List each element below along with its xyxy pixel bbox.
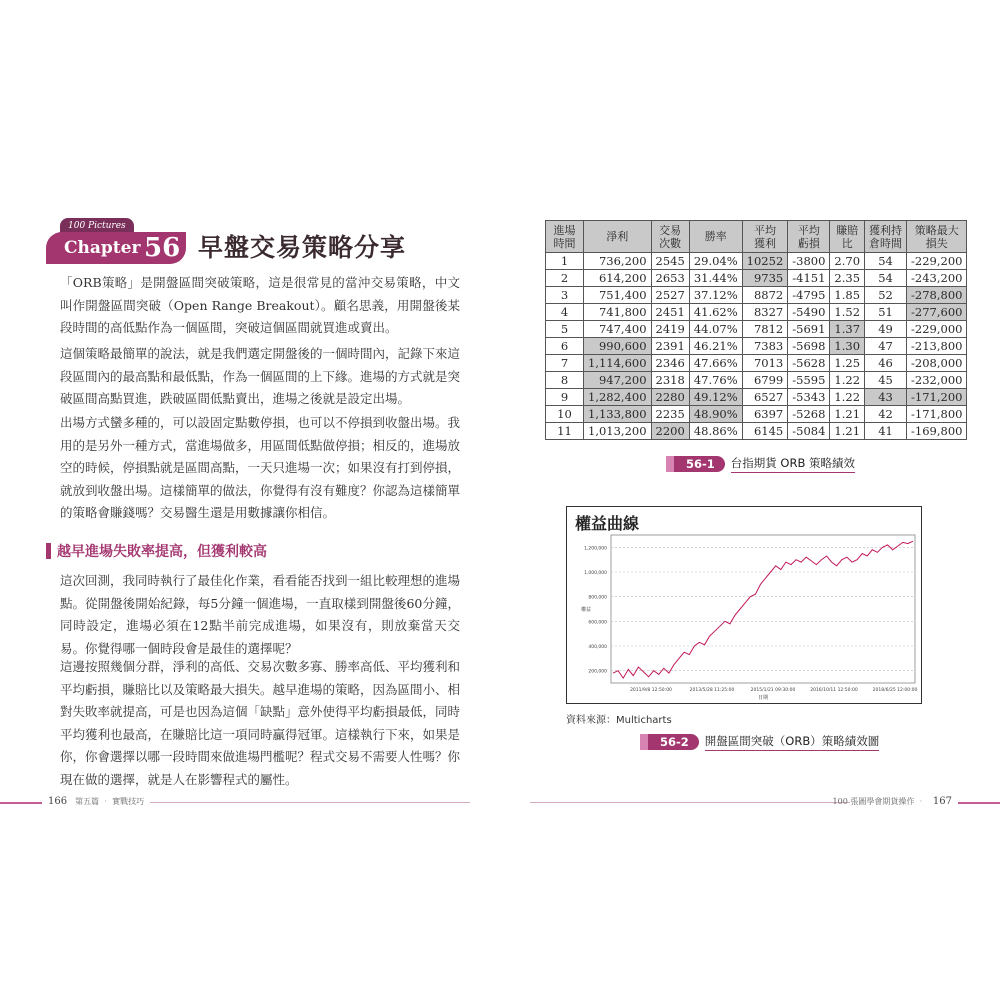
table-header-cell: 獲利持 倉時間 [865,221,907,253]
source-note: 資料來源：Multicharts [566,715,672,726]
table-cell: 1.30 [830,338,865,355]
section-name: 第五篇 ‧ 實戰技巧 [75,797,145,806]
table-cell: 2545 [651,253,689,270]
table-cell: 54 [865,270,907,287]
table-cell: 1.37 [830,321,865,338]
table-cell: 7 [546,355,584,372]
table-header-cell: 平均 獲利 [742,221,788,253]
table-cell: 6 [546,338,584,355]
table-row [546,338,967,355]
table-cell: 29.04% [689,253,742,270]
table-row [546,355,967,372]
book-title: 100 張圖學會期貨操作 ‧ [832,797,925,806]
table-cell: 7013 [742,355,788,372]
table-cell: -5595 [788,372,830,389]
table-cell: 2 [546,270,584,287]
table-cell: 1,114,600 [584,355,652,372]
footer-accent-rule [0,802,42,804]
table-cell: -229,000 [907,321,967,338]
table-header-row [546,221,967,253]
page-footer-left [48,796,144,807]
footer-accent-rule [958,802,1000,804]
body-paragraph: 出場方式蠻多種的，可以設固定點數停損，也可以不停損到收盤出場。我用的是另外一種方式，當進場做多，用區間低點做停損；相反的，進場放空的時候，停損點就是區間高點，一天只進場一次；如果沒有打到停損，就放到收盤出場。這樣簡單的做法，你覺得有沒有難度？你認為這樣簡單的策略會賺錢嗎？交易醫生還是用數據讓你相信。 [60,415,461,520]
table-cell: -169,800 [907,423,967,440]
table-row [546,253,967,270]
table-cell: 4 [546,304,584,321]
table-cell: 43 [865,389,907,406]
section-subheading [46,541,267,561]
table-cell: 614,200 [584,270,652,287]
chapter-bar [46,232,186,264]
figure-label: 56-1 [672,456,725,472]
table-cell: -5490 [788,304,830,321]
table-cell: 5 [546,321,584,338]
table-cell: 2653 [651,270,689,287]
table-row [546,304,967,321]
table-cell: 51 [865,304,907,321]
table-cell: 8 [546,372,584,389]
table-cell: -208,000 [907,355,967,372]
table-cell: 47.66% [689,355,742,372]
table-cell: -5698 [788,338,830,355]
table-cell: -5084 [788,423,830,440]
table-cell: 11 [546,423,584,440]
table-cell: 47.76% [689,372,742,389]
page-number: 167 [932,796,952,807]
table-cell: 1 [546,253,584,270]
table-cell: 6527 [742,389,788,406]
table-cell: 37.12% [689,287,742,304]
table-cell: 2318 [651,372,689,389]
x-tick-label: 2016/10/11 12:50:00 [810,688,858,693]
y-tick-label: 1,200,000 [584,546,607,552]
y-tick-label: 800,000 [588,595,607,601]
table-cell: 2280 [651,389,689,406]
y-tick-label: 400,000 [588,645,607,650]
table-cell: 736,200 [584,253,652,270]
table-cell: 2.35 [830,270,865,287]
x-tick-label: 2018/6/25 12:00:00 [872,688,918,693]
chapter-word: Chapter [64,238,141,258]
table-header-cell: 平均 虧損 [788,221,830,253]
table-cell: 9 [546,389,584,406]
y-tick-label: 600,000 [588,620,607,626]
table-cell: 1.85 [830,287,865,304]
table-header-cell: 賺賠 比 [830,221,865,253]
table-cell: 2346 [651,355,689,372]
body-paragraph: 這邊按照幾個分群，淨利的高低、交易次數多寡、勝率高低、平均獲利和平均虧損，賺賠比以及策略最大損失。越早進場的策略，因為區間小、相對失敗率就提高，可是也因為這個「缺點」意外使得平均虧損最低，同時平均獲利也最高，在賺賠比這一項同時贏得冠軍。這樣執行下來，如果是你，你會選擇以哪一段時間來做進場門檻呢？程式交易不需要人性嗎？你現在做的選擇，就是人在影響程式的屬性。 [60,659,461,787]
table-cell: 751,400 [584,287,652,304]
page-number: 166 [48,796,68,807]
figure-caption [646,733,879,751]
footer-rule [150,802,470,803]
table-row [546,287,967,304]
table-cell: -213,800 [907,338,967,355]
table-cell: -3800 [788,253,830,270]
table-cell: 1,133,800 [584,406,652,423]
table-cell: 31.44% [689,270,742,287]
table-cell: 7383 [742,338,788,355]
table-cell: -5268 [788,406,830,423]
table-cell: 2419 [651,321,689,338]
table-cell: 2451 [651,304,689,321]
chapter-tag: 100 Pictures [60,218,134,234]
figure-caption-text: 台指期貨 ORB 策略績效 [731,455,855,473]
page-footer-right [833,796,952,807]
table-cell: 42 [865,406,907,423]
table-row [546,372,967,389]
table-cell: 2527 [651,287,689,304]
table-cell: -232,000 [907,372,967,389]
y-tick-label: 200,000 [588,669,607,675]
body-paragraph: 這個策略最簡單的說法，就是我們選定開盤後的一個時間內，記錄下來這段區間內的最高點和最低點，作為一個區間的上下緣。進場的方式就是突破區間高點買進，跌破區間低點賣出，進場之後就是設定出場。 [60,346,461,406]
table-row [546,406,967,423]
table-row [546,321,967,338]
table-cell: -4151 [788,270,830,287]
y-axis-label: 權益 [581,607,592,613]
table-cell: 46.21% [689,338,742,355]
table-header-cell: 策略最大 損失 [907,221,967,253]
table-cell: -277,600 [907,304,967,321]
table-cell: 6397 [742,406,788,423]
table-cell: 947,200 [584,372,652,389]
x-tick-label: 2013/5/28 11:25:00 [689,688,735,693]
figure-label: 56-2 [646,734,699,750]
table-cell: 48.90% [689,406,742,423]
table-cell: -229,200 [907,253,967,270]
x-axis-label: 日期 [757,695,769,701]
figure-caption [672,455,855,473]
table-cell: -278,800 [907,287,967,304]
table-cell: 1.22 [830,372,865,389]
table-cell: 45 [865,372,907,389]
table-cell: 52 [865,287,907,304]
x-tick-label: 2015/1/21 09:30:00 [750,688,796,693]
table-cell: 1.25 [830,355,865,372]
table-body [546,253,967,440]
plot-area [611,535,915,683]
table-cell: -171,200 [907,389,967,406]
table-header-cell: 勝率 [689,221,742,253]
table-cell: 1,282,400 [584,389,652,406]
table-cell: 741,800 [584,304,652,321]
table-header-cell: 淨利 [584,221,652,253]
table-cell: 49 [865,321,907,338]
table-cell: 6145 [742,423,788,440]
table-row [546,270,967,287]
table-row [546,389,967,406]
table-cell: 41.62% [689,304,742,321]
table-cell: 54 [865,253,907,270]
table-cell: 2.70 [830,253,865,270]
table-cell: 1.52 [830,304,865,321]
table-cell: -4795 [788,287,830,304]
table-cell: 49.12% [689,389,742,406]
subheading-marker [46,543,51,559]
body-paragraph: 「ORB策略」是開盤區間突破策略，這是很常見的當沖交易策略，中文叫作開盤區間突破（Open Range Breakout）。顧名思義，用開盤後某段時間的高低點作為一個區間，突破這個區間就買進或賣出。 [60,275,460,335]
footer-rule [530,802,850,803]
equity-line [613,541,913,678]
table-cell: 1.22 [830,389,865,406]
table-cell: -5628 [788,355,830,372]
equity-curve-chart [566,506,922,704]
table-cell: 990,600 [584,338,652,355]
table-cell: 8872 [742,287,788,304]
table-cell: 47 [865,338,907,355]
chapter-badge [46,218,186,264]
table-cell: 48.86% [689,423,742,440]
subheading-text: 越早進場失敗率提高，但獲利較高 [57,544,267,560]
y-tick-label: 1,000,000 [584,571,607,576]
table-cell: 2200 [651,423,689,440]
table-cell: 10 [546,406,584,423]
table-header-cell: 交易 次數 [651,221,689,253]
table-cell: 3 [546,287,584,304]
table-cell: 10252 [742,253,788,270]
table-cell: -5343 [788,389,830,406]
table-cell: -5691 [788,321,830,338]
table-cell: 1.21 [830,406,865,423]
table-cell: 41 [865,423,907,440]
table-cell: 8327 [742,304,788,321]
table-row [546,423,967,440]
table-cell: 46 [865,355,907,372]
orb-performance-table [545,220,967,440]
table-cell: 747,400 [584,321,652,338]
table-cell: 6799 [742,372,788,389]
table-cell: 2235 [651,406,689,423]
table-cell: 1.21 [830,423,865,440]
table-cell: -171,800 [907,406,967,423]
x-tick-label: 2011/9/8 12:50:00 [630,688,672,693]
chart-title: 權益曲線 [575,514,640,533]
table-cell: 1,013,200 [584,423,652,440]
table-cell: 7812 [742,321,788,338]
table-header-cell: 進場 時間 [546,221,584,253]
chapter-title: 早盤交易策略分享 [198,233,407,262]
table-cell: -243,200 [907,270,967,287]
chart-canvas [567,507,923,705]
chapter-number: 56 [144,233,181,263]
table-cell: 2391 [651,338,689,355]
table-cell: 44.07% [689,321,742,338]
table-cell: 9735 [742,270,788,287]
figure-caption-text: 開盤區間突破（ORB）策略績效圖 [705,733,879,751]
body-paragraph: 這次回測，我同時執行了最佳化作業，看看能否找到一組比較理想的進場點。從開盤後開始紀錄，每5分鐘一個進場，一直取樣到開盤後60分鐘，同時設定，進場必須在12點半前完成進場，如果沒有，則放棄當天交易。你覺得哪一個時段會是最佳的選擇呢？ [60,573,461,656]
